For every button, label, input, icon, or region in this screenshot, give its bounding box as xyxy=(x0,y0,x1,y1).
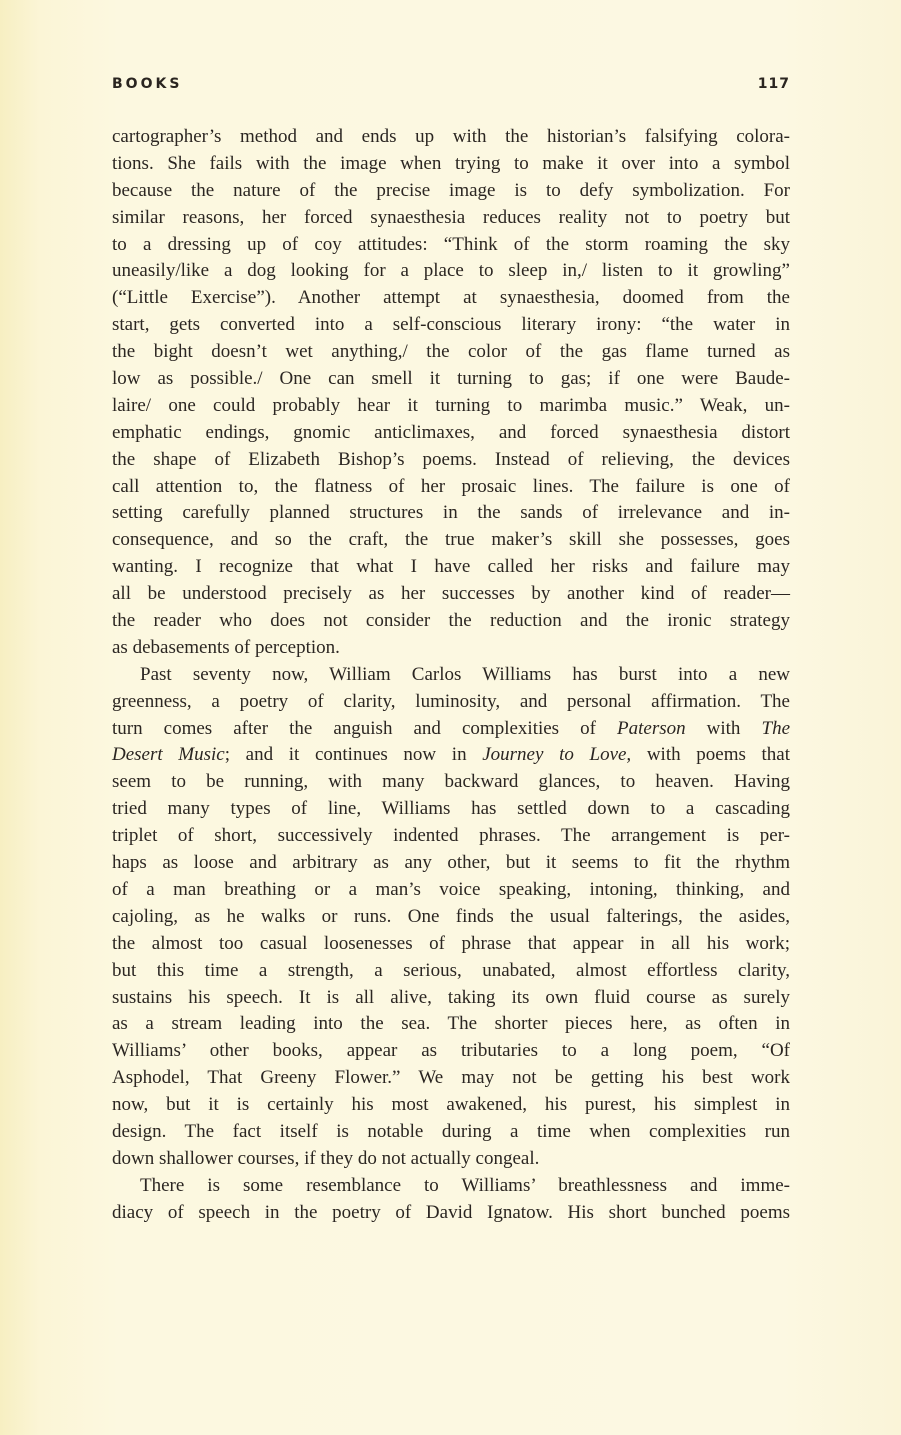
text-line: tried many types of line, Williams has settled down to a cascading xyxy=(112,798,790,820)
text-line: Asphodel, That Greeny Flower.” We may not be getting his best work xyxy=(112,1067,790,1089)
text-line: (“Little Exercise”). Another attempt at synaesthesia, doomed from the xyxy=(112,287,790,309)
text-line: Williams’ other books, appear as tributaries to a long poem, “Of xyxy=(112,1040,790,1062)
text-line: sustains his speech. It is all alive, taking its own fluid course as surely xyxy=(112,986,790,1008)
text-line: to a dressing up of coy attitudes: “Think of the storm roaming the sky xyxy=(112,233,790,255)
text-line: There is some resemblance to Williams’ breathlessness and imme- xyxy=(140,1174,790,1196)
text-line: Past seventy now, William Carlos Williams has burst into a new xyxy=(140,663,790,685)
text-line: similar reasons, her forced synaesthesia reduces reality not to poetry but xyxy=(112,206,790,228)
text-line: the almost too casual loosenesses of phrase that appear in all his work; xyxy=(112,932,790,954)
text-line: the shape of Elizabeth Bishop’s poems. Instead of relieving, the devices xyxy=(112,448,790,470)
italic-title-paterson: Paterson xyxy=(617,717,686,739)
running-head: BOOKS xyxy=(112,76,183,92)
text-line: greenness, a poetry of clarity, luminosity, and personal affirmation. The xyxy=(112,690,790,712)
italic-title-desert-music: Desert Music xyxy=(112,744,225,766)
paragraph-3 xyxy=(112,1173,790,1227)
text-line: seem to be running, with many backward glances, to heaven. Having xyxy=(112,771,790,793)
text-line: triplet of short, successively indented phrases. The arrangement is per- xyxy=(112,825,790,847)
text-line: the reader who does not consider the reduction and the ironic strategy xyxy=(112,610,790,632)
text-line: cartographer’s method and ends up with the historian’s falsifying colora- xyxy=(112,126,790,147)
text-line: but this time a strength, a serious, unabated, almost effortless clarity, xyxy=(112,959,790,981)
text-line: call attention to, the flatness of her prosaic lines. The failure is one of xyxy=(112,475,790,497)
text-line: uneasily/like a dog looking for a place to sleep in,/ listen to it growling” xyxy=(112,260,790,282)
text-line: of a man breathing or a man’s voice speaking, intoning, thinking, and xyxy=(112,878,790,900)
text-line: because the nature of the precise image is to defy symbolization. For xyxy=(112,179,790,201)
text-line-with-italics: Desert Music; and it continues now in Journey to Love, with poems that xyxy=(112,744,791,766)
text-line: tions. She fails with the image when trying to make it over into a symbol xyxy=(112,152,790,174)
text-line: down shallower courses, if they do not actually congeal. xyxy=(112,1147,540,1169)
text-line: the bight doesn’t wet anything,/ the color of the gas flame turned as xyxy=(112,341,790,363)
text-line: all be understood precisely as her successes by another kind of reader— xyxy=(112,583,790,605)
text-line: design. The fact itself is notable during a time when complexities run xyxy=(112,1120,790,1142)
italic-title-the: The xyxy=(761,717,790,739)
italic-title-journey-to-love: Journey to Love, xyxy=(482,744,632,766)
text-line: as debasements of perception. xyxy=(112,636,340,658)
text-line-with-italics: turn comes after the anguish and complexities of Paterson with The xyxy=(112,717,790,739)
text-line: start, gets converted into a self-conscious literary irony: “the water in xyxy=(112,314,790,336)
text-line: setting carefully planned structures in the sands of irrelevance and in- xyxy=(112,502,790,524)
text-line: haps as loose and arbitrary as any other, but it seems to fit the rhythm xyxy=(112,852,790,874)
paragraph-2 xyxy=(112,662,790,1173)
text-line: cajoling, as he walks or runs. One finds the usual falterings, the asides, xyxy=(112,905,790,927)
paragraph-1 xyxy=(112,124,790,662)
text-line: now, but it is certainly his most awakened, his purest, his simplest in xyxy=(112,1094,790,1116)
text-line: as a stream leading into the sea. The shorter pieces here, as often in xyxy=(112,1013,790,1035)
page-header xyxy=(112,76,790,98)
page-number: 117 xyxy=(757,76,790,92)
text-line: consequence, and so the craft, the true maker’s skill she possesses, goes xyxy=(112,529,790,551)
body-text xyxy=(112,124,790,1227)
text-line: low as possible./ One can smell it turning to gas; if one were Baude- xyxy=(112,368,790,390)
text-line: emphatic endings, gnomic anticlimaxes, and forced synaesthesia distort xyxy=(112,421,790,443)
text-line: wanting. I recognize that what I have called her risks and failure may xyxy=(112,556,790,578)
text-line: diacy of speech in the poetry of David Ignatow. His short bunched poems xyxy=(112,1201,790,1223)
text-line: laire/ one could probably hear it turning to marimba music.” Weak, un- xyxy=(112,394,790,416)
